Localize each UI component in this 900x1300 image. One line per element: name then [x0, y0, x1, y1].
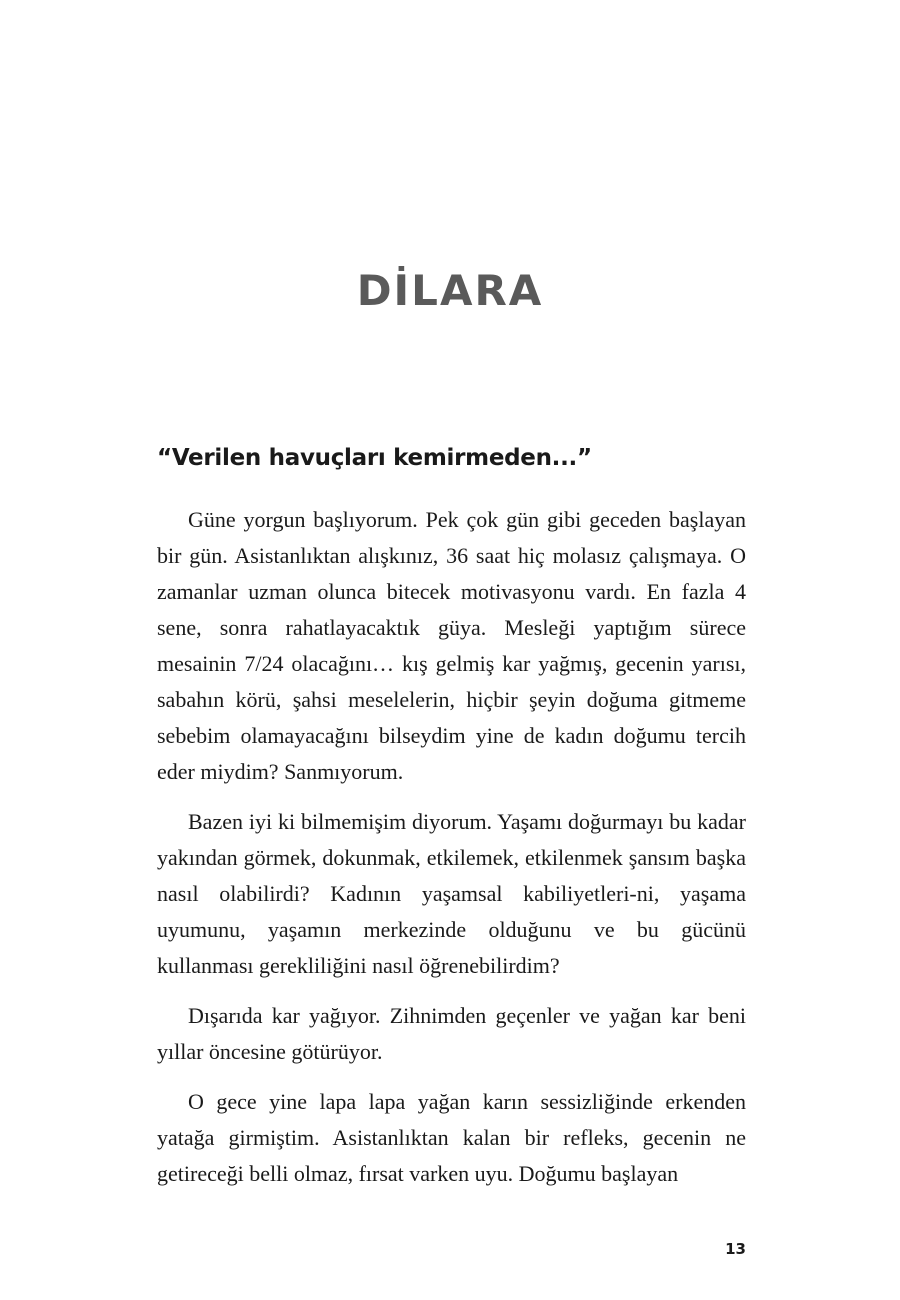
- body-text: [157, 502, 746, 1206]
- paragraph: Bazen iyi ki bilmemişim diyorum. Yaşamı doğurmayı bu kadar yakından görmek, dokunmak, etkilemek, etkilenmek şansım başka nasıl olabilirdi? Kadının yaşamsal kabiliyetleri-ni, yaşama uyumunu, yaşamın merkezinde olduğunu ve bu gücünü kullanması gerekliliğini nasıl öğrenebilirdim?: [157, 809, 746, 978]
- paragraph: Dışarıda kar yağıyor. Zihnimden geçenler ve yağan kar beni yıllar öncesine götürüyor.: [157, 1003, 746, 1064]
- paragraph: Güne yorgun başlıyorum. Pek çok gün gibi geceden başlayan bir gün. Asistanlıktan alışkınız, 36 saat hiç molasız çalışmaya. O zamanlar uzman olunca bitecek motivasyonu vardı. En fazla 4 sene, sonra rahatlayacaktık güya. Mesleği yaptığım sürece mesainin 7/24 olacağını… kış gelmiş kar yağmış, gecenin yarısı, sabahın körü, şahsi meselelerin, hiçbir şeyin doğuma gitmeme sebebim olamayacağını bilseydim yine de kadın doğumu tercih eder miydim? Sanmıyorum.: [157, 507, 746, 784]
- page-number: 13: [725, 1240, 746, 1258]
- paragraph: O gece yine lapa lapa yağan karın sessizliğinde erkenden yatağa girmiştim. Asistanlıktan kalan bir refleks, gecenin ne getireceği belli olmaz, fırsat varken uyu. Doğumu başlayan: [157, 1089, 746, 1186]
- section-heading: “Verilen havuçları kemirmeden...”: [157, 445, 592, 471]
- chapter-title: DİLARA: [356, 266, 544, 315]
